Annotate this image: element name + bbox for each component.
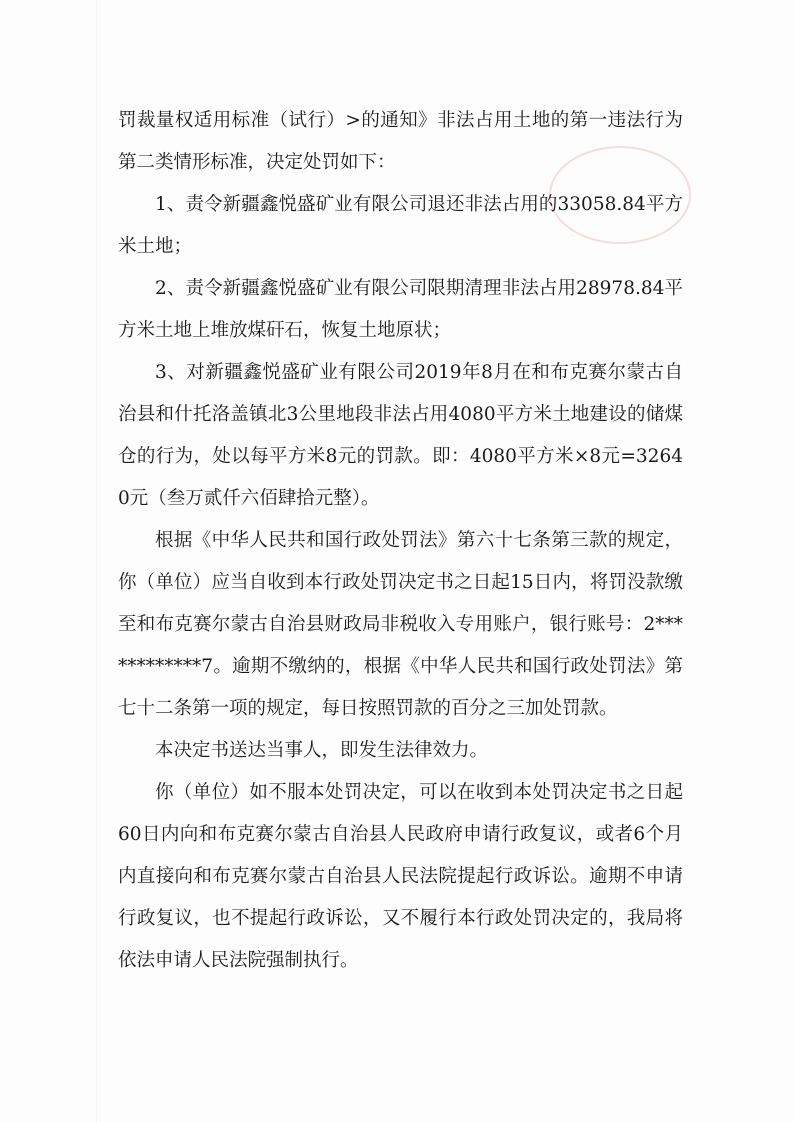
decision-body	[118, 100, 683, 982]
paragraph-item-3: 3、对新疆鑫悦盛矿业有限公司2019年8月在和布克赛尔蒙古自治县和什托洛盖镇北3公里地段非法占用4080平方米土地建设的储煤仓的行为，处以每平方米8元的罚款。即：4080平方米×8元=32640元（叁万贰仟六佰肆拾元整）。	[118, 362, 683, 509]
paragraph-effect: 本决定书送达当事人，即发生法律效力。	[155, 740, 489, 761]
scan-artifact-line	[96, 0, 97, 1122]
paragraph-item-2: 2、责令新疆鑫悦盛矿业有限公司限期清理非法占用28978.84平方米土地上堆放煤矸石，恢复土地原状；	[118, 278, 683, 341]
paragraph-intro: 罚裁量权适用标准（试行）>的通知》非法占用土地的第一违法行为第二类情形标准，决定处罚如下：	[118, 110, 683, 173]
paragraph-appeal: 你（单位）如不服本处罚决定，可以在收到本处罚决定书之日起60日内向和布克赛尔蒙古自治县人民政府申请行政复议，或者6个月内直接向和布克赛尔蒙古自治县人民法院提起行政诉讼。逾期不申请行政复议，也不提起行政诉讼，又不履行本行政处罚决定的，我局将依法申请人民法院强制执行。	[118, 782, 683, 971]
paragraph-payment: 根据《中华人民共和国行政处罚法》第六十七条第三款的规定，你（单位）应当自收到本行政处罚决定书之日起15日内，将罚没款缴至和布克赛尔蒙古自治县财政局非税收入专用账户，银行账号：2************7。逾期不缴纳的，根据《中华人民共和国行政处罚法》第七十二条第一项的规定，每日按照罚款的百分之三加处罚款。	[118, 530, 683, 719]
paragraph-item-1: 1、责令新疆鑫悦盛矿业有限公司退还非法占用的33058.84平方米土地；	[118, 194, 683, 257]
